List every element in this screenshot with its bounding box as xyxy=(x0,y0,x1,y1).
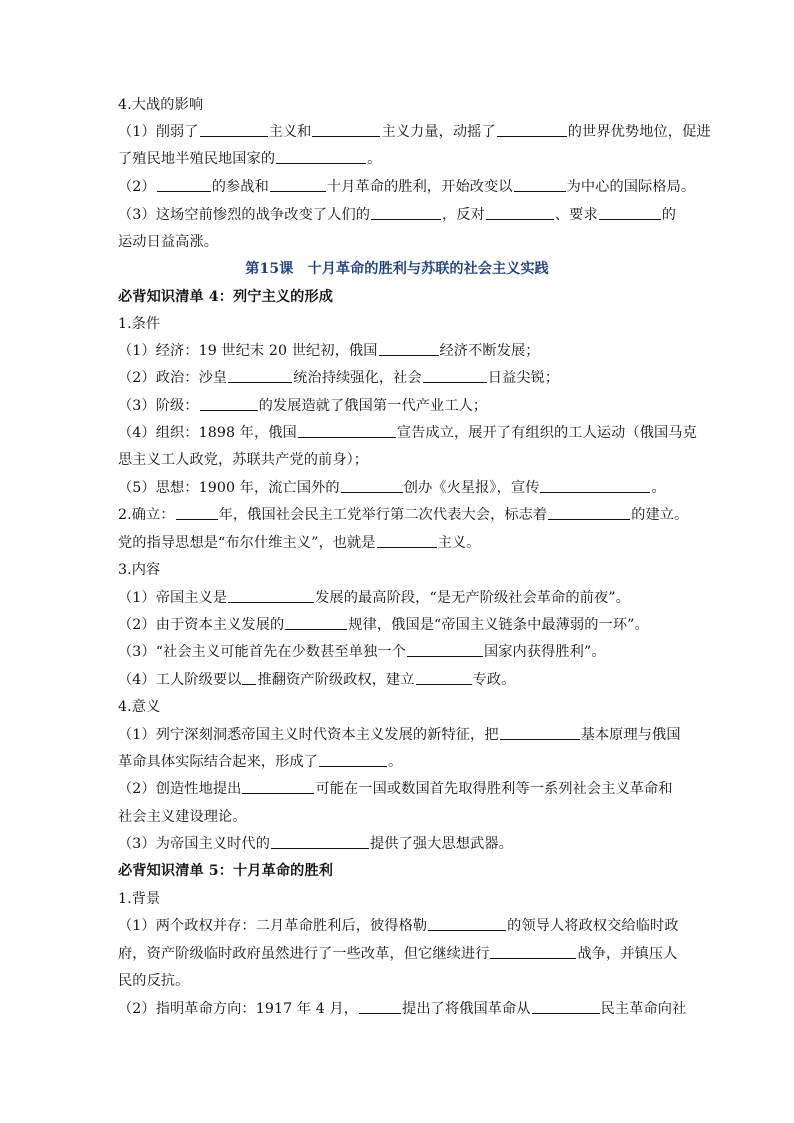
line-text: 。 xyxy=(367,151,382,167)
text-line xyxy=(118,972,678,990)
fill-in-blank[interactable] xyxy=(228,369,292,383)
text-line xyxy=(118,369,678,387)
line-text: 基本原理与俄国 xyxy=(580,727,681,743)
text-line xyxy=(118,150,678,168)
text-line xyxy=(118,342,678,360)
line-text: 革命具体实际结合起来，形成了 xyxy=(118,754,319,770)
text-line xyxy=(118,424,697,442)
line-text: 的参战和 xyxy=(211,179,269,195)
line-text: 的 xyxy=(661,207,677,223)
line-text: （3）这场空前惨烈的战争改变了人们的 xyxy=(118,207,371,223)
text-line xyxy=(118,206,678,224)
line-text: 运动日益高涨。 xyxy=(118,234,219,250)
fill-in-blank[interactable] xyxy=(176,506,218,520)
text-line xyxy=(118,753,678,771)
line-text: 年，俄国社会民主工党举行第二次代表大会，标志着 xyxy=(218,507,548,523)
line-text: 社会主义建设理论。 xyxy=(118,809,247,825)
text-line xyxy=(118,726,681,744)
fill-in-blank[interactable] xyxy=(359,1000,401,1014)
line-text: 主义。 xyxy=(437,535,481,551)
line-text: （3）阶级： xyxy=(118,398,199,414)
line-text: 必背知识清单 5：十月革命的胜利 xyxy=(118,863,334,879)
line-text: 党的指导思想是“布尔什维主义”，也就是 xyxy=(118,535,376,551)
fill-in-blank[interactable] xyxy=(423,369,487,383)
line-text: 了殖民地半殖民地国家的 xyxy=(118,151,276,167)
fill-in-blank[interactable] xyxy=(371,206,441,220)
text-line xyxy=(118,479,678,497)
text-line xyxy=(118,561,678,579)
line-text: 思主义工人政党，苏联共产党的前身）； xyxy=(118,452,369,468)
fill-in-blank[interactable] xyxy=(540,479,650,493)
text-line xyxy=(118,862,678,880)
line-text: 经济不断发展； xyxy=(439,343,540,359)
line-text: 必背知识清单 4：列宁主义的形成 xyxy=(118,289,334,305)
line-text: 的世界优势地位，促进 xyxy=(567,124,711,140)
line-text: ，反对 xyxy=(442,207,485,223)
line-text: （5）思想：1900 年，流亡国外的 xyxy=(118,480,340,496)
fill-in-blank[interactable] xyxy=(599,206,661,220)
text-line xyxy=(118,506,689,524)
line-text: （4）工人阶级要以 xyxy=(118,672,242,688)
line-text: 为中心的国际格局。 xyxy=(566,179,696,195)
line-text: 1.背景 xyxy=(118,891,161,907)
line-text: 3.内容 xyxy=(118,562,161,578)
line-text: 2.确立： xyxy=(118,507,175,523)
fill-in-blank[interactable] xyxy=(497,123,567,137)
line-text: 宣告成立，展开了有组织的工人运动（俄国马克 xyxy=(396,425,697,441)
fill-in-blank[interactable] xyxy=(416,671,472,685)
fill-in-blank[interactable] xyxy=(270,178,326,192)
line-text: 提出了将俄国革命从 xyxy=(402,1001,531,1017)
line-text: 1.条件 xyxy=(118,316,161,332)
line-text: 推翻资产阶级政权，建立 xyxy=(257,672,415,688)
line-text: 战争，并镇压人 xyxy=(577,946,678,962)
line-text: （2）指明革命方向：1917 年 4 月， xyxy=(118,1001,359,1017)
text-line xyxy=(118,808,678,826)
line-text: （2）政治：沙皇 xyxy=(118,370,228,386)
line-text: 府，资产阶级临时政府虽然进行了一些改革，但它继续进行 xyxy=(118,946,490,962)
lesson-title: 第15课 十月革命的胜利与苏联的社会主义实践 xyxy=(245,261,549,277)
fill-in-blank[interactable] xyxy=(377,534,437,548)
line-text: 。 xyxy=(651,480,666,496)
fill-in-blank[interactable] xyxy=(379,342,439,356)
fill-in-blank[interactable] xyxy=(276,150,366,164)
line-text: 。 xyxy=(388,754,403,770)
line-text: 主义和 xyxy=(268,124,312,140)
fill-in-blank[interactable] xyxy=(242,780,314,794)
fill-in-blank[interactable] xyxy=(271,835,369,849)
text-line xyxy=(118,534,678,552)
text-line xyxy=(118,451,678,469)
text-line xyxy=(118,178,696,196)
line-text: 专政。 xyxy=(472,672,516,688)
fill-in-blank[interactable] xyxy=(486,206,554,220)
fill-in-blank[interactable] xyxy=(500,726,580,740)
fill-in-blank[interactable] xyxy=(532,1000,600,1014)
text-line xyxy=(118,589,678,607)
fill-in-blank[interactable] xyxy=(490,945,576,959)
text-line xyxy=(118,643,678,661)
text-line xyxy=(118,616,678,634)
line-text: 、要求 xyxy=(554,207,598,223)
line-text: （3）“社会主义可能首先在少数甚至单独一个 xyxy=(118,644,406,660)
line-text: （2）由于资本主义发展的 xyxy=(118,617,285,633)
fill-in-blank[interactable] xyxy=(200,397,258,411)
line-text: 日益尖锐； xyxy=(487,370,560,386)
line-text: 民主革命向社 xyxy=(600,1001,687,1017)
line-text: （1）削弱了 xyxy=(118,124,199,140)
line-text: 的领导人将政权交给临时政 xyxy=(507,918,679,934)
line-text: （1）经济：19 世纪末 20 世纪初，俄国 xyxy=(118,343,378,359)
text-line xyxy=(118,671,678,689)
line-text: （2）创造性地提出 xyxy=(118,781,242,797)
line-text: 提供了强大思想武器。 xyxy=(370,836,513,852)
fill-in-blank[interactable] xyxy=(514,178,566,192)
line-text: （2） xyxy=(118,179,156,195)
line-text: 主义力量，动摇了 xyxy=(381,124,496,140)
text-line xyxy=(118,288,678,306)
fill-in-blank[interactable] xyxy=(285,616,347,630)
fill-in-blank[interactable] xyxy=(319,753,387,767)
fill-in-blank[interactable] xyxy=(312,123,380,137)
text-line xyxy=(118,698,678,716)
text-line xyxy=(118,233,678,251)
line-text: 统治持续强化，社会 xyxy=(293,370,422,386)
line-text: （3）为帝国主义时代的 xyxy=(118,836,271,852)
text-line xyxy=(118,123,711,141)
text-line xyxy=(118,917,678,935)
line-text: 的发展造就了俄国第一代产业工人； xyxy=(258,398,488,414)
text-line xyxy=(118,397,678,415)
fill-in-blank[interactable] xyxy=(341,479,403,493)
line-text: （1）两个政权并存：二月革命胜利后，彼得格勒 xyxy=(118,918,428,934)
line-text: 发展的最高阶段，“是无产阶级社会革命的前夜”。 xyxy=(315,590,630,606)
line-text: 4.大战的影响 xyxy=(118,97,204,113)
line-text: 民的反抗。 xyxy=(118,973,190,989)
fill-in-blank[interactable] xyxy=(407,643,483,657)
fill-in-blank[interactable] xyxy=(428,917,506,931)
text-line xyxy=(118,96,678,114)
line-text: 的建立。 xyxy=(631,507,689,523)
line-text: 4.意义 xyxy=(118,699,161,715)
line-text: 创办《火星报》，宣传 xyxy=(403,480,540,496)
fill-in-blank[interactable] xyxy=(298,424,396,438)
text-line xyxy=(118,835,678,853)
text-line xyxy=(118,780,678,798)
text-line xyxy=(118,945,678,963)
line-text: 规律，俄国是“帝国主义链条中最薄弱的一环”。 xyxy=(348,617,649,633)
line-text: （1）帝国主义是 xyxy=(118,590,228,606)
text-line xyxy=(118,890,678,908)
line-text: 可能在一国或数国首先取得胜利等一系列社会主义革命和 xyxy=(315,781,673,797)
fill-in-blank[interactable] xyxy=(157,178,211,192)
line-text: （4）组织：1898 年，俄国 xyxy=(118,425,297,441)
fill-in-blank[interactable] xyxy=(228,589,314,603)
fill-in-blank[interactable] xyxy=(200,123,268,137)
line-text: 十月革命的胜利，开始改变以 xyxy=(326,179,513,195)
text-line xyxy=(118,315,678,333)
line-text: （1）列宁深刻洞悉帝国主义时代资本主义发展的新特征，把 xyxy=(118,727,499,743)
line-text: 国家内获得胜利”。 xyxy=(483,644,606,660)
fill-in-blank[interactable] xyxy=(242,671,256,685)
fill-in-blank[interactable] xyxy=(548,506,630,520)
text-line xyxy=(118,1000,687,1018)
